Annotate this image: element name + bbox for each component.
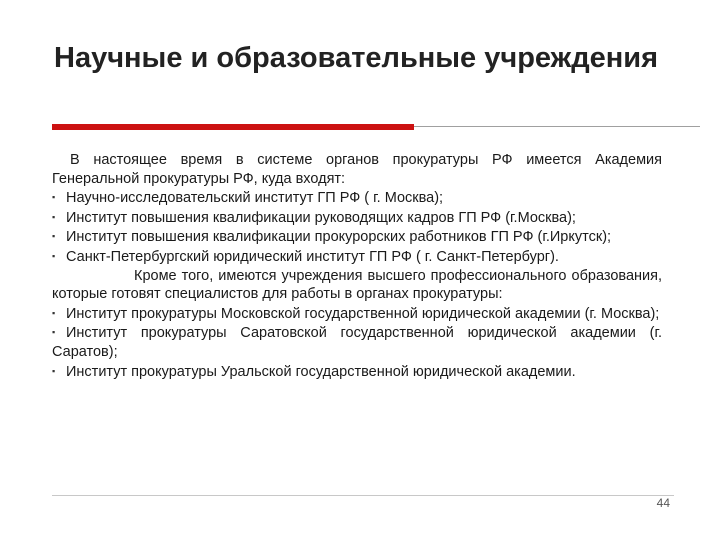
list-item	[52, 227, 662, 247]
list-item-text: Санкт-Петербургский юридический институт ГП РФ ( г. Санкт-Петербург).	[66, 248, 559, 265]
list-item-text: Институт прокуратуры Уральской государственной юридической академии.	[66, 363, 576, 380]
bullet-icon: ▪	[52, 365, 56, 376]
slide-body	[52, 151, 662, 381]
list-item	[52, 362, 662, 382]
bullet-icon: ▪	[52, 250, 56, 261]
page-number: 44	[656, 496, 670, 510]
bullet-icon: ▪	[52, 307, 56, 318]
list-item-text: Институт прокуратуры Саратовской государственной юридической академии (г. Саратов);	[52, 325, 662, 360]
list-item	[52, 323, 662, 361]
title-underline-accent	[52, 124, 414, 130]
bullet-icon: ▪	[52, 327, 56, 338]
bullet-icon: ▪	[52, 192, 56, 203]
list-item	[52, 208, 662, 228]
footer-divider	[52, 495, 674, 496]
second-intro-paragraph: Кроме того, имеются учреждения высшего профессионального образования, которые готовят специалистов для работы в органах прокуратуры:	[52, 267, 662, 303]
slide-title: Научные и образовательные учреждения	[54, 42, 659, 74]
bullet-icon: ▪	[52, 231, 56, 242]
list-item-text: Институт повышения квалификации руководящих кадров ГП РФ (г.Москва);	[66, 209, 576, 226]
bullet-icon: ▪	[52, 211, 56, 222]
title-underline	[52, 124, 700, 130]
list-item-text: Институт прокуратуры Московской государственной юридической академии (г. Москва);	[66, 305, 660, 322]
title-underline-line	[414, 126, 700, 127]
list-item	[52, 304, 662, 324]
list-item	[52, 247, 662, 267]
list-item-text: Институт повышения квалификации прокурорских работников ГП РФ (г.Иркутск);	[66, 229, 612, 246]
intro-paragraph: В настоящее время в системе органов прокуратуры РФ имеется Академия Генеральной прокуратуры РФ, куда входят:	[52, 152, 662, 187]
list-item-text: Научно-исследовательский институт ГП РФ ( г. Москва);	[66, 190, 444, 207]
list-item	[52, 188, 662, 208]
